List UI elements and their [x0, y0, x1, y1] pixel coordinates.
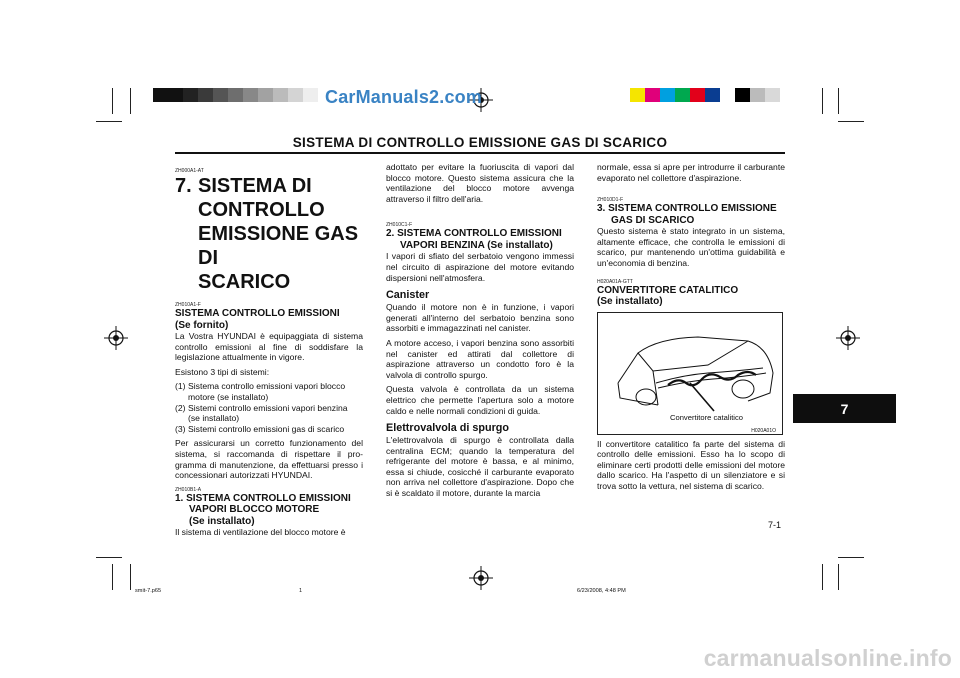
- paragraph: normale, essa si apre per introdurre il carburante evaporato nel collettore d'aspirazione.: [597, 162, 785, 183]
- section-heading: [597, 203, 785, 226]
- ref-code: ZH010D1-F: [597, 197, 624, 204]
- section-heading-line: SISTEMA CONTROLLO EMISSIONI: [175, 308, 340, 319]
- chapter-tab: 7: [793, 394, 896, 423]
- page-number: 7-1: [768, 520, 782, 530]
- list-text: (se installato): [188, 413, 240, 424]
- section-number: 3.: [597, 203, 606, 215]
- watermark: CarManuals2.com: [325, 87, 483, 107]
- section-heading-line: SISTEMA CONTROLLO EMISSIONI: [186, 492, 351, 504]
- chapter-title-line: CONTROLLO: [198, 199, 325, 221]
- color-swatch: [258, 88, 273, 102]
- chapter-title-line: EMISSIONE GAS DI: [198, 223, 359, 269]
- color-swatch: [630, 88, 645, 102]
- paragraph: Quando il motore non è in funzione, i vapori generati all'interno del serbatoio benzina sono assorbiti e immagazzinati nel canister.: [386, 302, 574, 334]
- section-heading-line: VAPORI BENZINA (Se installato): [400, 239, 553, 251]
- ref-code: ZH010B1-A: [175, 486, 202, 493]
- page-title: SISTEMA DI CONTROLLO EMISSIONE GAS DI SCARICO: [292, 135, 668, 150]
- color-swatch: [675, 88, 690, 102]
- color-swatch: [303, 88, 318, 102]
- crop-mark: [96, 121, 122, 122]
- color-swatch: [735, 88, 750, 102]
- section-number: 2.: [386, 228, 395, 240]
- list-item: [175, 424, 363, 435]
- ref-code: ZH000A1-AT: [175, 168, 204, 174]
- crop-mark: [822, 564, 823, 590]
- crop-mark: [96, 557, 122, 558]
- list-text: Sistema controllo emissioni vapori blocco: [188, 381, 346, 392]
- list-text: motore (se installato): [188, 391, 269, 402]
- registration-target-icon: [104, 326, 128, 350]
- crop-mark: [838, 121, 864, 122]
- section-heading-line: (Se installato): [597, 296, 663, 308]
- site-watermark: carmanualsonline.info: [703, 645, 952, 671]
- paragraph: Questo sistema è stato integrato in un sistema, altamente efficace, che controlla le emissioni di scarico, pur mantenendo un'ottima guidabilità e un'economia di benzina.: [597, 226, 785, 268]
- paragraph: L'elettrovalvola di spurgo è controllata dalla centralina ECM; quando la temperatura del refrigerante del motore è bassa, e al minimo, essa si chiude, cosicché il carburante evaporato non arriva nel collettore d'aspirazione. Dopo che si è scaldato il motore, durante la marcia: [386, 435, 574, 499]
- chapter-title: [175, 174, 363, 294]
- paragraph: Esistono 3 tipi di sistemi:: [175, 366, 270, 377]
- list-number: (3): [175, 423, 186, 434]
- paragraph: Il sistema di ventilazione del blocco motore è: [175, 527, 346, 538]
- ref-code: ZH010A1-F: [175, 302, 201, 308]
- subheading: Elettrovalvola di spurgo: [386, 422, 509, 435]
- color-swatch: [153, 88, 168, 102]
- list-number: (2): [175, 402, 186, 413]
- column-1: [175, 162, 363, 542]
- registration-target-icon: [836, 326, 860, 350]
- section-heading-line: VAPORI BLOCCO MOTORE: [189, 504, 320, 516]
- crop-mark: [838, 564, 839, 590]
- chapter-title-line: SISTEMA DI: [198, 175, 312, 197]
- footer-date: 6/23/2008, 4:48 PM: [577, 588, 626, 594]
- color-swatch: [660, 88, 675, 102]
- paragraph: A motore acceso, i vapori benzina sono assorbiti nel canister ed attirati dal collettore di aspirazione attraverso un condotto foro è la valvola di controllo spurgo.: [386, 337, 574, 380]
- chapter-title-line: SCARICO: [198, 271, 291, 293]
- paragraph: La Vostra HYUNDAI è equipaggiata di sistema controllo emissioni al fine di soddisfare la legislazione attualmente in vigore.: [175, 331, 363, 363]
- crop-mark: [838, 88, 839, 114]
- section-heading-line: GAS DI SCARICO: [611, 214, 695, 226]
- crop-mark: [112, 564, 113, 590]
- color-swatch: [168, 88, 183, 102]
- figure-caption: Convertitore catalitico: [670, 412, 744, 422]
- color-swatch: [228, 88, 243, 102]
- subheading: Canister: [386, 289, 430, 302]
- list-number: (1): [175, 381, 186, 392]
- section-heading-line: SISTEMA CONTROLLO EMISSIONE: [608, 203, 777, 215]
- color-swatch: [243, 88, 258, 102]
- column-3: [597, 162, 785, 496]
- paragraph: Questa valvola è controllata da un sistema elettrico che permette l'apertura solo a motore caldo e nelle normali condizioni di guida.: [386, 384, 574, 416]
- crop-mark: [130, 564, 131, 590]
- color-swatch: [750, 88, 765, 102]
- section-heading: [597, 285, 785, 308]
- section-heading-line: (Se installato): [189, 515, 255, 527]
- color-swatch: [213, 88, 228, 102]
- column-2: [386, 162, 574, 503]
- color-swatch: [720, 88, 735, 102]
- registration-target-icon: [469, 566, 493, 590]
- section-heading: [175, 493, 363, 528]
- list-text: Sistemi controllo emissioni vapori benzina: [188, 402, 348, 413]
- list-text: Sistemi controllo emissioni gas di scarico: [188, 423, 345, 434]
- paragraph: adottato per evitare la fuoriuscita di vapori dal blocco motore. Questo sistema assicura che la ventilazione del blocco motore avvenga attraverso il filtro dell'aria.: [386, 162, 574, 204]
- chapter-number: 7.: [175, 175, 192, 197]
- figure-code: H020A01O: [751, 427, 776, 434]
- crop-mark: [130, 88, 131, 114]
- paragraph: Per assicurarsi un corretto funzionamento del sistema, si raccomanda di rispettare il pro-gramma di manutenzione, da effettuarsi presso i concessionari autorizzati HYUNDAI.: [175, 438, 363, 481]
- color-swatch: [288, 88, 303, 102]
- list-item: [175, 381, 363, 402]
- color-swatch: [765, 88, 780, 102]
- section-heading-line: SISTEMA CONTROLLO EMISSIONI: [397, 228, 562, 240]
- color-swatch: [705, 88, 720, 102]
- color-swatch: [273, 88, 288, 102]
- grayscale-bar: [153, 88, 318, 102]
- section-number: 1.: [175, 492, 184, 504]
- color-swatch: [645, 88, 660, 102]
- systems-list: [175, 381, 363, 434]
- footer-page: 1: [299, 588, 303, 594]
- color-swatch: [690, 88, 705, 102]
- list-item: [175, 403, 363, 424]
- paragraph: I vapori di sfiato del serbatoio vengono immessi nel circuito di aspirazione del motore evitando dispersioni nell'atmosfera.: [386, 251, 574, 283]
- crop-mark: [838, 557, 864, 558]
- header-rule: [175, 152, 785, 154]
- section-heading: [386, 228, 574, 251]
- color-bar: [630, 88, 780, 102]
- ref-code: ZH010C1-F: [386, 222, 413, 229]
- crop-mark: [112, 88, 113, 114]
- color-swatch: [198, 88, 213, 102]
- paragraph: Il convertitore catalitico fa parte del sistema di controllo delle emissioni. Esso ha lo scopo di eliminare certi prodotti delle emissioni del motore dallo scarico. Ha l'aspetto di un silenziatore e si trova sotto la vettura, nel sistema di scarico.: [597, 438, 785, 491]
- color-swatch: [183, 88, 198, 102]
- ref-code: H020A01A-GTT: [597, 278, 633, 285]
- section-heading: [175, 308, 363, 331]
- section-heading-line: CONVERTITORE CATALITICO: [597, 284, 739, 296]
- footer-filename: smit-7.p65: [135, 588, 162, 594]
- crop-mark: [822, 88, 823, 114]
- section-heading-line: (Se fornito): [175, 319, 229, 331]
- catalytic-converter-figure: [597, 312, 783, 435]
